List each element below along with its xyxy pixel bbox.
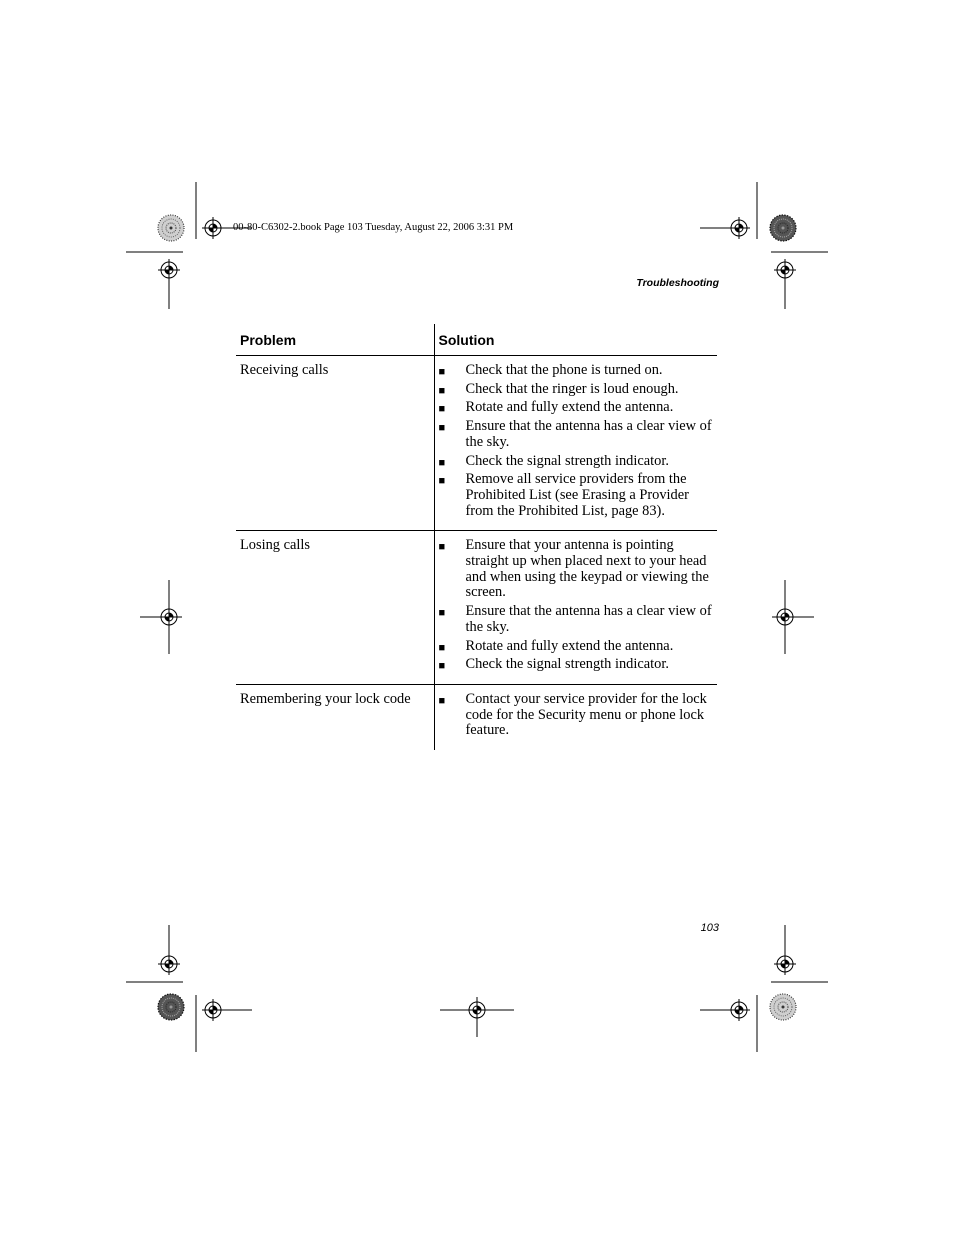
bullet-icon: ■ [438,403,446,416]
solution-cell [434,356,717,531]
solution-list [439,692,718,739]
solution-list [439,538,718,673]
list-item [439,454,718,470]
bullet-icon: ■ [438,475,446,488]
print-slug: 00-80-C6302-2.book Page 103 Tuesday, August 22, 2006 3:31 PM [233,222,514,233]
solution-text: Rotate and fully extend the antenna. [465,399,674,416]
problem-cell: Receiving calls [236,356,434,531]
page-number: 103 [700,922,719,934]
bullet-icon: ■ [438,694,446,707]
bullet-icon: ■ [438,384,446,397]
solution-text: Remove all service providers from the Prohibited List (see Erasing a Provider from the Prohibited List, page 83). [465,471,689,519]
list-item [439,639,718,655]
problem-cell: Remembering your lock code [240,690,411,707]
solution-text: Check the signal strength indicator. [465,452,669,469]
list-item [439,363,718,379]
solution-text: Ensure that the antenna has a clear view of the sky. [465,603,712,635]
table-row [236,531,717,685]
troubleshooting-table [236,324,717,750]
bullet-icon: ■ [438,366,446,378]
solution-header: Solution [434,324,717,356]
table-row [236,356,717,531]
table-header-row [236,324,717,356]
list-item [439,419,718,450]
list-item [439,692,718,739]
solution-text: Check the signal strength indicator. [465,656,669,673]
bullet-icon: ■ [438,456,446,469]
list-item [439,382,718,398]
solution-text: Ensure that the antenna has a clear view of the sky. [465,418,712,450]
table-row [236,684,717,750]
solution-text: Check that the phone is turned on. [465,362,663,378]
solution-text: Rotate and fully extend the antenna. [465,637,674,654]
list-item [439,604,718,635]
bullet-icon: ■ [438,422,446,435]
problem-cell: Losing calls [236,531,434,685]
solution-list [439,363,718,519]
bullet-icon: ■ [438,641,446,654]
running-head: Troubleshooting [636,277,719,289]
solution-text: Ensure that your antenna is pointing straight up when placed next to your head and when using the keypad or viewing the screen. [465,537,709,601]
bullet-icon: ■ [438,607,446,620]
list-item [439,657,718,673]
solution-cell [434,531,717,685]
list-item [439,400,718,416]
list-item [439,538,718,601]
solution-text: Check that the ringer is loud enough. [465,380,679,397]
solution-text: Contact your service provider for the lock code for the Security menu or phone lock feature. [465,690,707,739]
bullet-icon: ■ [438,660,446,673]
list-item [439,472,718,519]
bullet-icon: ■ [438,541,446,554]
problem-header: Problem [236,324,434,356]
solution-cell [434,684,717,750]
